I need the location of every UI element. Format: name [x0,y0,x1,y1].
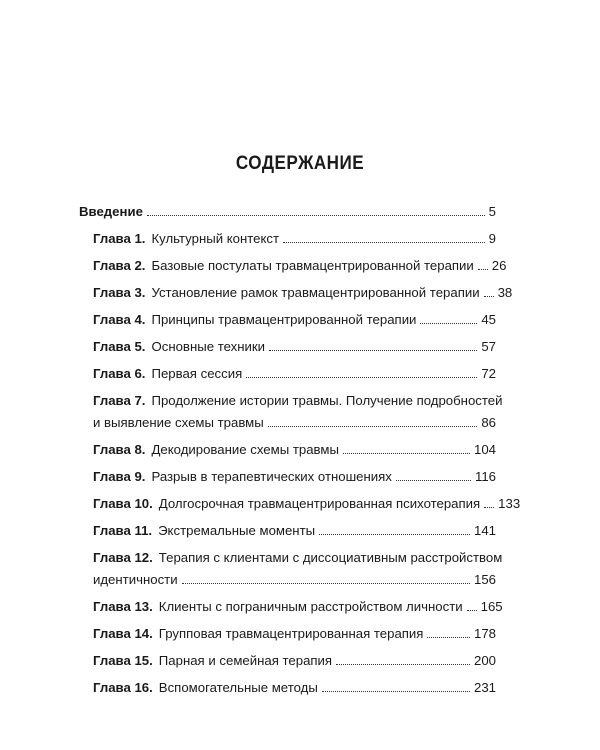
toc-entry-chapter-12-cont [93,571,496,588]
toc-leader-dots [484,506,494,508]
toc-entry-title: Декодирование схемы травмы [151,442,339,457]
toc-entry-chapter-6 [93,365,496,382]
toc-entry-label: Глава 2. [93,258,146,273]
toc-entry-page: 133 [498,496,521,511]
toc-entry-page: 57 [481,339,496,354]
toc-entry-page: 178 [473,626,496,641]
toc-entry-title: Принципы травмацентрированной терапии [151,312,417,327]
toc-leader-dots [246,376,477,378]
toc-entry-label: Глава 9. [93,469,146,484]
toc-leader-dots [322,690,470,692]
toc-entry-page: 26 [491,258,507,273]
toc-entry-chapter-1 [93,230,496,247]
toc-entry-chapter-7-cont [93,414,496,431]
toc-entry-title-cont: и выявление схемы травмы [93,415,264,430]
toc-entry-page: 38 [497,285,513,300]
toc-entry-label: Глава 6. [93,366,146,381]
toc-entry-title: Разрыв в терапевтических отношениях [151,469,392,484]
toc-entry-chapter-11 [93,522,496,539]
toc-entry-title: Вспомогательные методы [158,680,318,695]
toc-leader-dots [343,452,470,454]
toc-entry-label: Глава 11. [93,523,153,538]
toc-entry-page: 104 [473,442,496,457]
toc-entry-chapter-15 [93,652,496,669]
toc-entry-page: 5 [488,204,496,219]
toc-entry-chapter-12 [93,549,503,566]
toc-entry-label: Глава 10. [93,496,153,511]
toc-entry-title: Терапия с клиентами с диссоциативным расстройством [158,550,503,565]
toc-entry-title: Базовые постулаты травмацентрированной терапии [151,258,474,273]
toc-entry-chapter-3 [93,284,513,301]
toc-entry-label: Глава 16. [93,680,153,695]
toc-entry-title: Парная и семейная терапия [158,653,333,668]
toc-entry-chapter-9 [93,468,496,485]
toc-entry-title: Продолжение истории травмы. Получение подробностей [151,393,503,408]
toc-leader-dots [484,295,494,297]
toc-entry-page: 141 [473,523,496,538]
toc-leader-dots [147,214,485,216]
toc-entry-label: Глава 15. [93,653,153,668]
toc-entry-title: Первая сессия [151,366,243,381]
toc-entry-chapter-2 [93,257,507,274]
toc-leader-dots [182,582,470,584]
toc-leader-dots [427,636,470,638]
toc-entry-page: 116 [474,469,496,484]
toc-entry-label: Введение [79,204,143,219]
toc-leader-dots [336,663,470,665]
toc-leader-dots [269,349,477,351]
toc-entry-chapter-16 [93,679,496,696]
toc-entry-title: Установление рамок травмацентрированной терапии [151,285,480,300]
toc-entry-label: Глава 12. [93,550,153,565]
toc-entry-chapter-14 [93,625,496,642]
toc-entry-page: 72 [481,366,496,381]
toc-leader-dots [283,241,485,243]
toc-entry-page: 45 [481,312,496,327]
toc-entry-page: 9 [488,231,496,246]
toc-entry-title: Клиенты с пограничным расстройством личности [158,599,463,614]
toc-entry-page: 86 [481,415,496,430]
toc-entry-chapter-4 [93,311,496,328]
toc-leader-dots [396,479,471,481]
toc-entry-title-cont: идентичности [93,572,178,587]
toc-entry-label: Глава 1. [93,231,146,246]
toc-entry-label: Глава 3. [93,285,146,300]
toc-entry-label: Глава 4. [93,312,146,327]
toc-entry-title: Групповая травмацентрированная терапия [158,626,424,641]
page-title: СОДЕРЖАНИЕ [235,153,365,174]
toc-leader-dots [420,322,477,324]
toc-entry-chapter-13 [93,598,503,615]
toc-entry-title: Культурный контекст [151,231,280,246]
toc-leader-dots [319,533,470,535]
toc-entry-chapter-5 [93,338,496,355]
toc-entry-page: 231 [473,680,496,695]
toc-entry-title: Долгосрочная травмацентрированная психотерапия [158,496,481,511]
toc-entry-intro [79,203,496,220]
toc-entry-title: Основные техники [151,339,266,354]
toc-entry-page: 156 [473,572,496,587]
toc-leader-dots [467,609,477,611]
toc-entry-label: Глава 8. [93,442,146,457]
toc-leader-dots [478,268,488,270]
toc-leader-dots [268,425,478,427]
toc-entry-chapter-10 [93,495,521,512]
toc-entry-label: Глава 14. [93,626,153,641]
toc-entry-page: 165 [480,599,503,614]
toc-entry-chapter-7 [93,392,503,409]
toc-entry-page: 200 [473,653,496,668]
toc-entry-label: Глава 7. [93,393,146,408]
toc-entry-label: Глава 13. [93,599,153,614]
toc-entry-chapter-8 [93,441,496,458]
toc-entry-label: Глава 5. [93,339,146,354]
toc-entry-title: Экстремальные моменты [158,523,316,538]
